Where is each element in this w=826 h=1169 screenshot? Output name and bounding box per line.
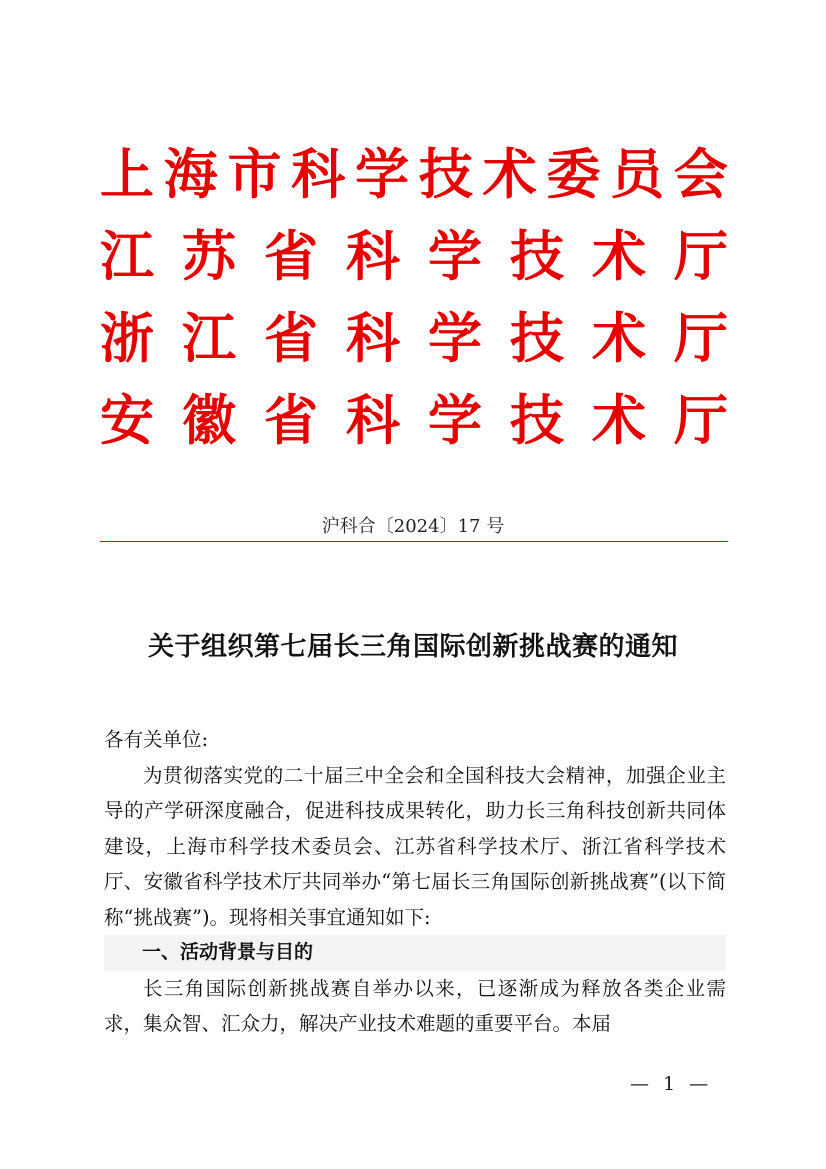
body-paragraph: 长三角国际创新挑战赛自举办以来，已逐渐成为释放各类企业需求，集众智、汇众力，解决产业技术难题的重要平台。本届 [104,976,726,1035]
masthead-char: 委 [546,142,601,206]
masthead-char: 苏 [182,224,236,288]
masthead-line-2 [100,215,728,297]
masthead-char: 市 [227,142,282,206]
masthead-char: 学 [428,388,482,452]
masthead-char: 科 [346,224,400,288]
document-body [104,722,726,1042]
masthead-char: 安 [100,388,154,452]
masthead-char: 徽 [182,388,236,452]
masthead-char: 技 [510,224,564,288]
masthead-char: 厅 [674,306,728,370]
masthead-char: 江 [100,224,154,288]
masthead-char: 厅 [674,224,728,288]
masthead-char: 科 [346,306,400,370]
masthead-char: 术 [592,388,646,452]
masthead-char: 技 [510,388,564,452]
red-divider-line [100,541,728,542]
masthead-line-3 [100,297,728,379]
masthead-char: 科 [346,388,400,452]
masthead-char: 浙 [100,306,154,370]
masthead-char: 省 [264,388,318,452]
document-number: 沪科合〔2024〕17 号 [321,516,505,537]
masthead-line-1 [100,133,728,215]
masthead-char: 省 [264,224,318,288]
masthead-char: 术 [482,142,537,206]
masthead-char: 技 [418,142,473,206]
masthead-char: 会 [673,142,728,206]
page-number: — 1 — [630,1073,713,1095]
masthead-char: 技 [510,306,564,370]
masthead-char: 学 [428,224,482,288]
body-paragraph: 为贯彻落实党的二十届三中全会和全国科技大会精神，加强企业主导的产学研深度融合，促进科技成果转化，助力长三角科技创新共同体建设，上海市科学技术委员会、江苏省科学技术厅、浙江省科学技术厅、安徽省科学技术厅共同举办“第七届长三角国际创新挑战赛”(以下简称“挑战赛”)。现将相关事宜通知如下: [104,763,726,929]
masthead-char: 省 [264,306,318,370]
masthead-char: 术 [592,224,646,288]
red-masthead [100,133,728,461]
masthead-char: 海 [163,142,218,206]
masthead-char: 学 [428,306,482,370]
masthead-char: 科 [291,142,346,206]
section-heading: 一、活动背景与目的 [104,935,726,971]
document-title: 关于组织第七届长三角国际创新挑战赛的通知 [147,632,678,662]
masthead-char: 江 [182,306,236,370]
masthead-char: 员 [610,142,665,206]
masthead-line-4 [100,379,728,461]
masthead-char: 厅 [674,388,728,452]
masthead-char: 学 [355,142,410,206]
masthead-char: 术 [592,306,646,370]
masthead-char: 上 [100,142,154,206]
salutation: 各有关单位: [104,728,209,751]
